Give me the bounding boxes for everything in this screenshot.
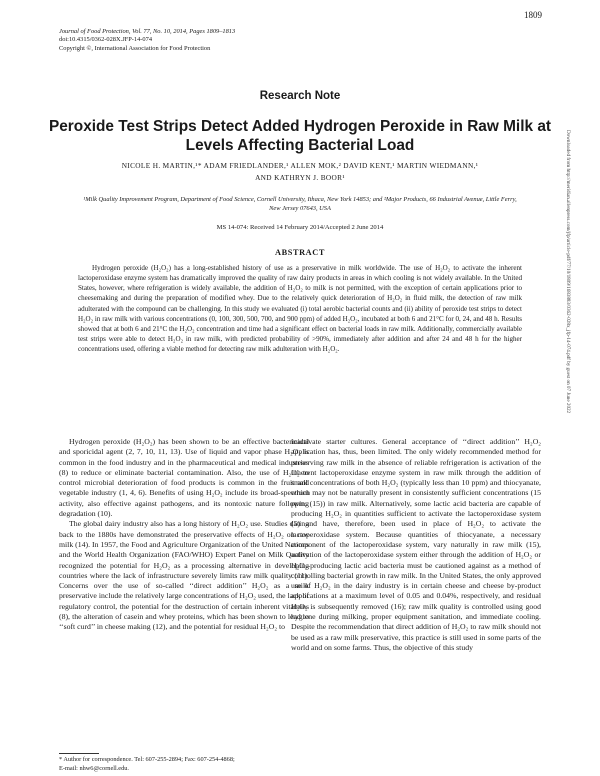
correspondence-footnote: [59, 756, 309, 773]
manuscript-dates: MS 14-074: Received 14 February 2014/Accepted 2 June 2014: [216, 224, 384, 231]
journal-header: [59, 28, 235, 53]
paragraph: Hydrogen peroxide (H₂O₂) has been shown to be an effective bactericidal and sporicidal agent (2, 7, 10, 11, 13). Use of liquid and vapor phase H₂O₂ is common in the food industry and in the pharmaceutical and medical industries (8) to reduce or eliminate bacterial contamination. Also, the use of H₂O₂ to control microbial deterioration of food products is common in the fruit and vegetable industry (1, 4, 6). Benefits of using H₂O₂ include its broad-spectrum activity, also effective against pathogens, and its nontoxic nature following degradation (10).: [59, 437, 309, 519]
footnote-divider: [59, 753, 99, 754]
authors-line-2: AND KATHRYN J. BOOR¹: [255, 173, 345, 182]
paragraph: The global dairy industry also has a long history of H₂O₂ use. Studies dating back to the 1880s have demonstrated the preservative effects of H₂O₂ on raw milk (14). In 1957, the Food and Agriculture Organization of the United Nations and the World Health Organization (FAO/WHO) Expert Panel on Milk Quality recognized the potential for H₂O₂ as a processing alternative in developing countries where the lack of infrastructure severely limits raw milk quality (11). Concerns over the use of so-called ‘‘direct addition’’ H₂O₂ as a milk preservative include the relatively large concentrations of H₂O₂ used, the lack of regulatory control, the potential for the destruction of certain inherent vitamins (8), the alteration of casein and whey proteins, which has been shown to lead to ‘‘soft curd’’ in cheese making (12), and the potential for residual H₂O₂ to: [59, 519, 309, 632]
paragraph: inactivate starter cultures. General acceptance of ‘‘direct addition’’ H₂O₂ application has, thus, been limited. The only widely recommended method for preserving raw milk in the absence of reliable refrigeration is activation of the inherent lactoperoxidase enzyme system in raw milk through the addition of small concentrations of both H₂O₂ (typically less than 10 ppm) and thiocyanate, which may not be naturally present in consistently sufficient concentrations (15 ppm; (15)) in raw milk. Alternatively, some lactic acid bacteria are capable of producing H₂O₂ in quantities sufficient to activate the lactoperoxidase system (5) and have, therefore, been used in place of H₂O₂ to activate the lactoperoxidase system. Because quantities of thiocyanate, a necessary component of the lactoperoxidase system, vary naturally in raw milk (15), activation of the lactoperoxidase system either through the addition of H₂O₂ or H₂O₂-producing lactic acid bacteria must be cautioned against as a method of controlling bacterial growth in raw milk. In the United States, the only approved use of H₂O₂ in the dairy industry is in certain cheese and cheese by-product applications at a maximum level of 0.05 and 0.04%, respectively, and residual H₂O₂ is subsequently removed (16); raw milk quality is controlled using good hygiene during milking, proper equipment sanitation, and immediate cooling. Despite the recommendation that direct addition of H₂O₂ to raw milk should not be used as a raw milk preservative, this practice is still used in some parts of the world and on some farms. Thus, the objective of this study: [291, 437, 541, 652]
doi[interactable]: doi:10.4315/0362-028X.JFP-14-074: [59, 36, 153, 44]
article-title: Peroxide Test Strips Detect Added Hydrogen Peroxide in Raw Milk at Levels Affecting Bacterial Load: [48, 118, 552, 154]
body-column-left: [59, 437, 309, 633]
footnote-email[interactable]: E-mail: nhw6@cornell.edu.: [59, 764, 129, 772]
authors-line-1: NICOLE H. MARTIN,¹* ADAM FRIEDLANDER,¹ ALLEN MOK,² DAVID KENT,¹ MARTIN WIEDMANN,¹: [121, 161, 479, 170]
article-type: Research Note: [259, 90, 341, 102]
footnote-line: * Author for correspondence. Tel: 607-255-2894; Fax: 607-254-4868;: [59, 756, 235, 763]
journal-citation: Journal of Food Protection, Vol. 77, No. 10, 2014, Pages 1809–1813: [59, 28, 236, 35]
download-watermark: Downloaded from http://meridian.allenpress.com/jfp/article-pdf/77/10/1809/1683883/0362-028x_jfp-14-074.pdf by guest on 07 June 2022: [565, 130, 571, 414]
abstract-heading: ABSTRACT: [275, 248, 325, 257]
authors: [40, 160, 560, 184]
copyright: Copyright ©, International Association for Food Protection: [59, 44, 211, 52]
body-column-right: [291, 437, 541, 653]
page-number: 1809: [524, 10, 542, 20]
affiliations: ¹Milk Quality Improvement Program, Department of Food Science, Cornell University, Ithaca, New York 14853; and ²Major Products, 66 Industrial Avenue, Little Ferry, New Jersey 07643, USA: [83, 196, 517, 212]
abstract-text: Hydrogen peroxide (H₂O₂) has a long-established history of use as a preservative in milk worldwide. The use of H₂O₂ to activate the inherent lactoperoxidase enzyme system has dramatically improved the quality of raw dairy products in areas in which cooling is not widely available. In the United States, however, where refrigeration is widely available, the addition of H₂O₂ to milk is not permitted, with the exception of certain applications prior to cheesemaking and during the preparation of modified whey. Due to the relatively quick deterioration of H₂O₂ in fluid milk, the detection of raw milk adulterated with the compound can be challenging. In this study we evaluated (i) total aerobic bacterial counts and (ii) ability of peroxide test strips to detect H₂O₂ in raw milk with various concentrations (0, 100, 300, 500, 700, and 900 ppm) of added H₂O₂, incubated at both 6 and 21°C for 0, 24, and 48 h. Results showed that at both 6 and 21°C the H₂O₂ concentration and time had a significant effect on bacterial loads in raw milk. Additionally, commercially available test strips were able to detect H₂O₂ in raw milk, with predicted probability of >90%, immediately after addition and after 24 and 48 h for the higher concentrations used, offering a viable method for detecting raw milk adulteration with H₂O₂.: [78, 264, 522, 354]
